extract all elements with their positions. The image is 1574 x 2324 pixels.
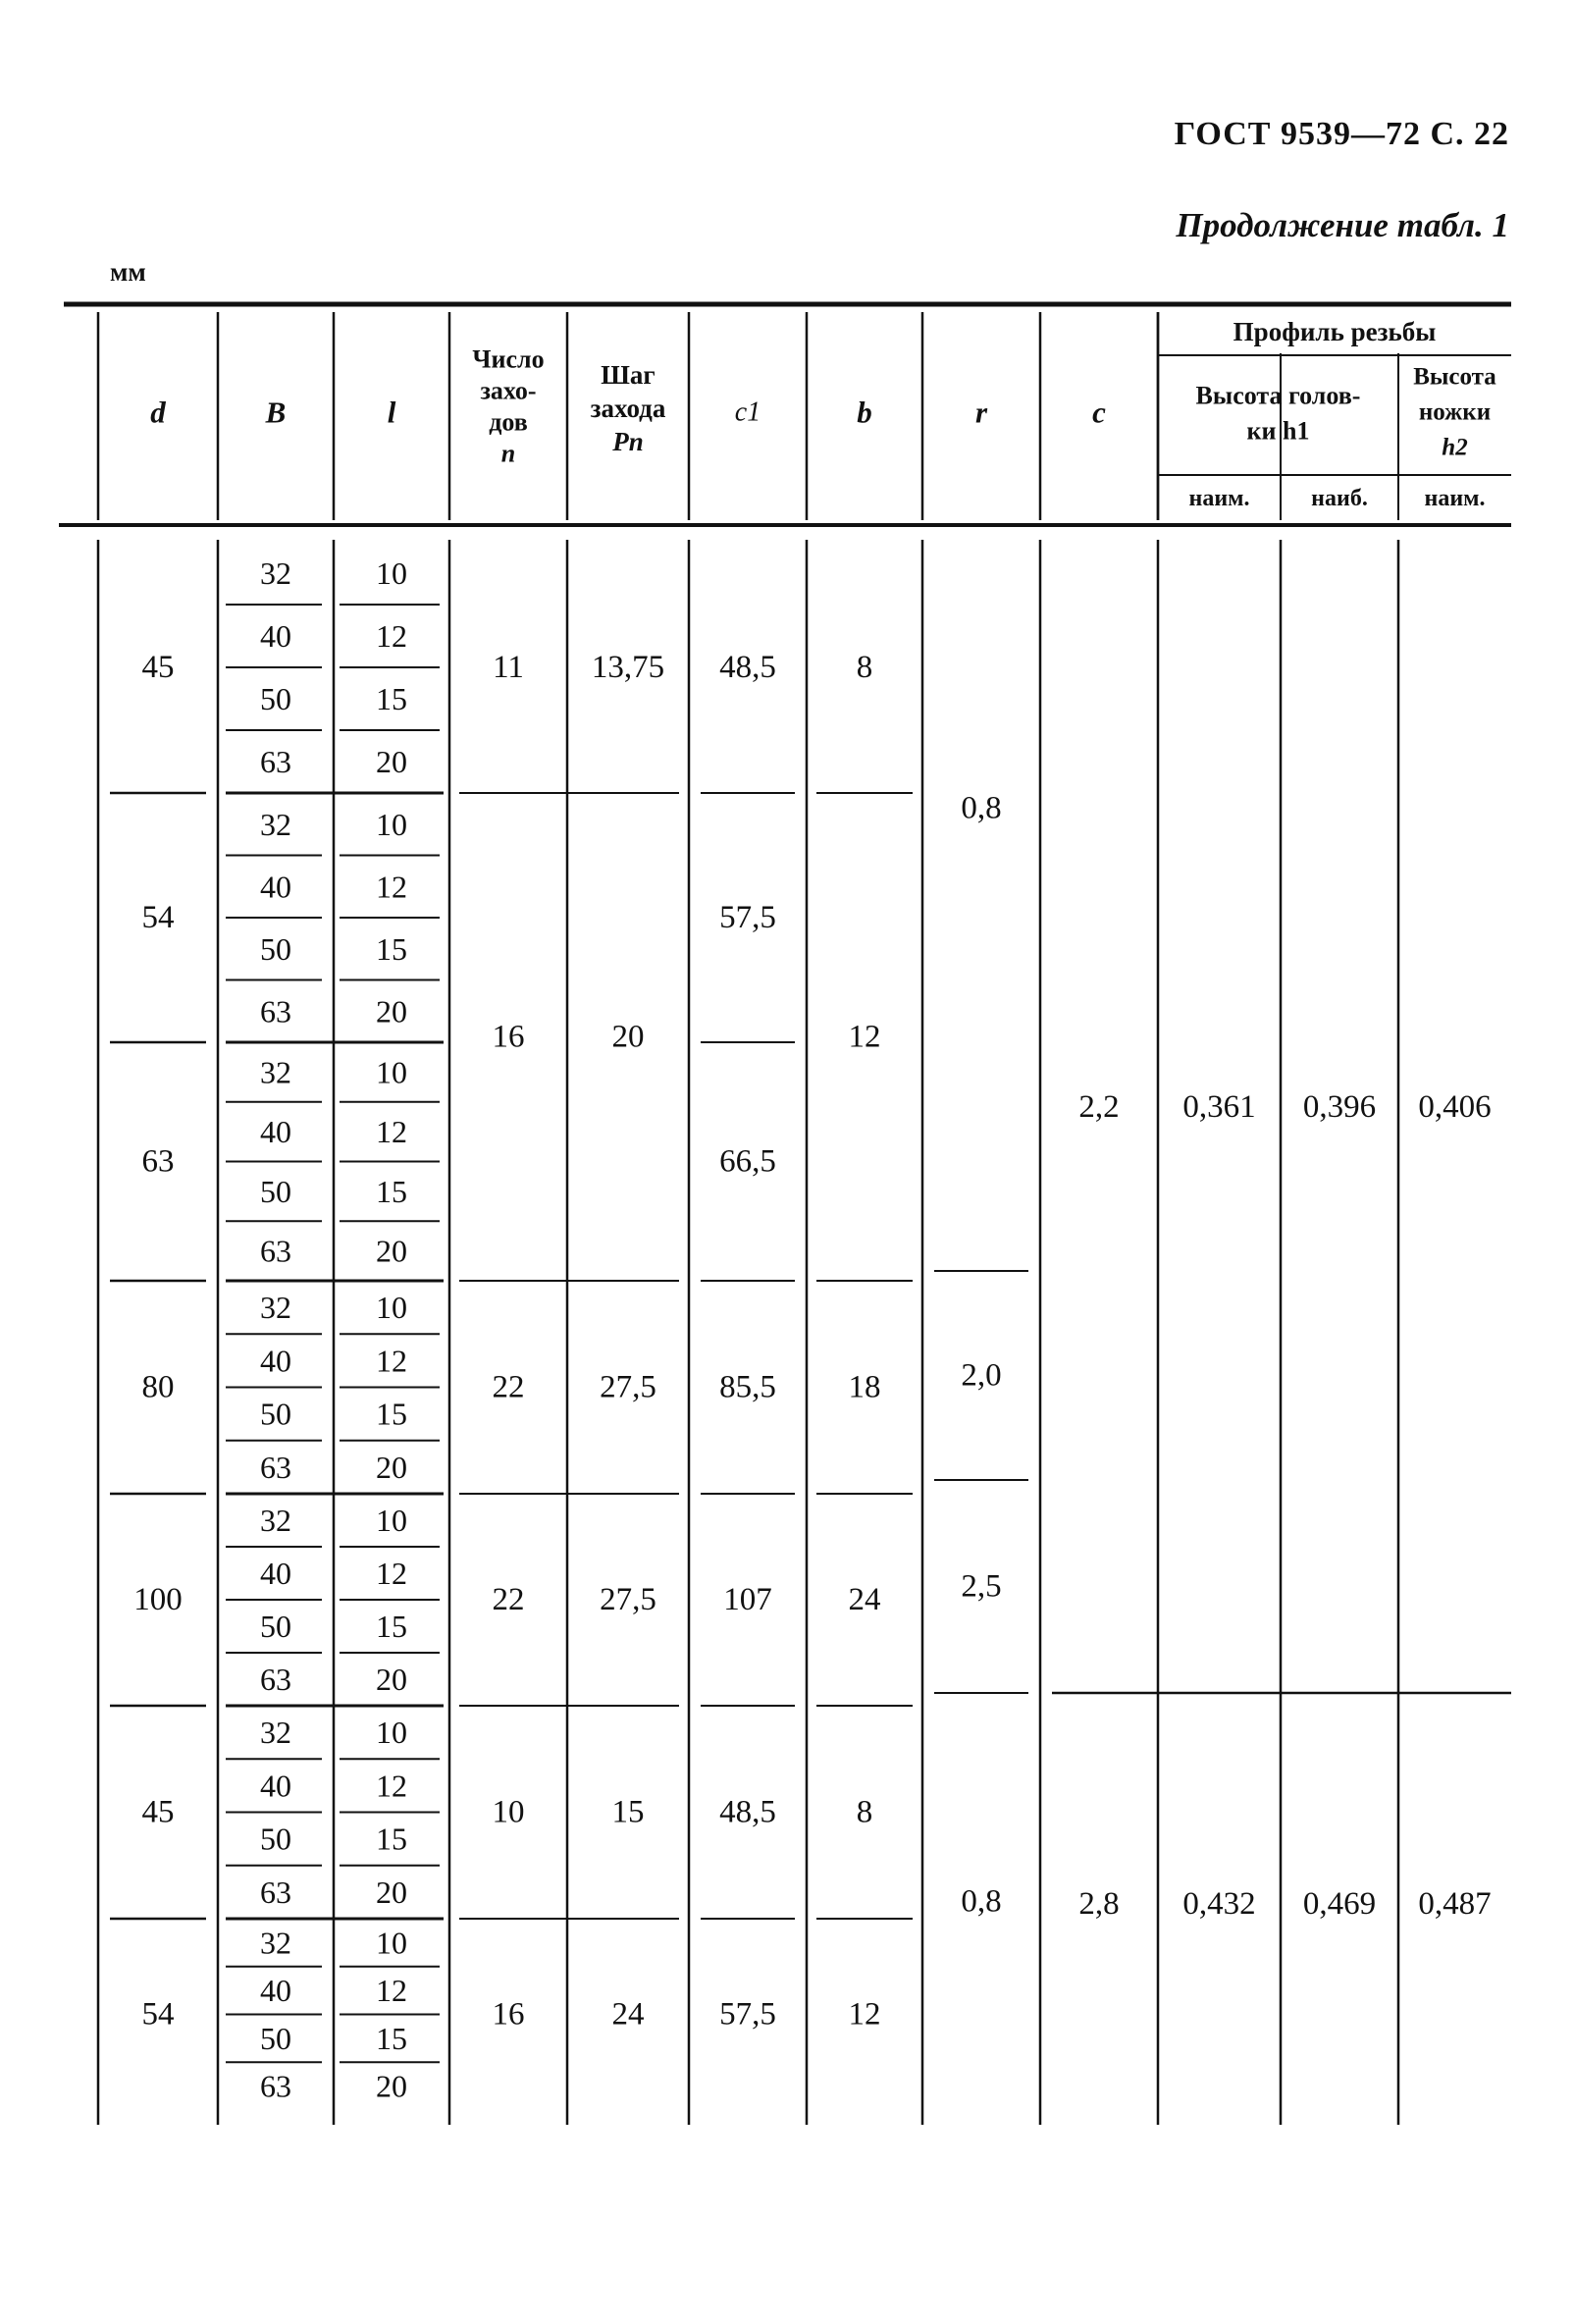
row-B-value: 32 <box>260 1054 291 1090</box>
col-header-n: захо- <box>480 376 537 405</box>
row-d-value: 80 <box>141 1369 175 1405</box>
col-header-n: n <box>500 439 516 468</box>
col-header-pn: Pn <box>612 427 644 456</box>
row-l-value: 20 <box>376 1874 407 1910</box>
col-header-profile: Профиль резьбы <box>1233 317 1437 346</box>
row-l-value: 10 <box>376 1715 407 1751</box>
row-c1-value: 85,5 <box>719 1369 776 1405</box>
units-label: мм <box>110 257 146 287</box>
col-header-h1-max: наиб. <box>1311 486 1368 511</box>
row-B-value: 40 <box>260 1973 291 2009</box>
row-B-value: 50 <box>260 1396 291 1432</box>
row-c-value: 2,8 <box>1078 1886 1120 1922</box>
row-h1-min-value: 0,432 <box>1182 1886 1256 1922</box>
row-B-value: 50 <box>260 1609 291 1644</box>
row-b-value: 24 <box>848 1582 881 1617</box>
row-B-value: 50 <box>260 2020 291 2056</box>
row-B-value: 40 <box>260 869 291 905</box>
row-l-value: 10 <box>376 1054 407 1090</box>
row-l-value: 20 <box>376 744 407 779</box>
col-header-h2: Высота <box>1413 363 1496 391</box>
col-header-l: l <box>387 395 396 430</box>
row-pn-value: 13,75 <box>591 650 665 685</box>
row-l-value: 20 <box>376 1233 407 1269</box>
col-header-c1: c1 <box>734 396 761 428</box>
row-B-value: 32 <box>260 806 291 842</box>
row-d-value: 54 <box>141 1996 175 2033</box>
row-B-value: 50 <box>260 1821 291 1857</box>
row-c1-value: 66,5 <box>719 1143 776 1180</box>
row-B-value: 40 <box>260 1114 291 1150</box>
row-l-value: 20 <box>376 993 407 1030</box>
row-B-value: 32 <box>260 1290 291 1326</box>
col-header-c: c <box>1092 395 1106 430</box>
row-d-value: 100 <box>133 1582 183 1617</box>
row-h1-min-value: 0,361 <box>1182 1089 1256 1125</box>
row-h2-min-value: 0,406 <box>1418 1089 1492 1125</box>
row-b-value: 8 <box>856 1794 873 1830</box>
row-d-value: 45 <box>141 1794 175 1830</box>
row-c1-value: 48,5 <box>719 1794 776 1830</box>
row-l-value: 12 <box>376 1556 407 1591</box>
row-b-value: 12 <box>848 1996 881 2033</box>
row-c1-value: 107 <box>723 1582 772 1617</box>
row-c1-value: 57,5 <box>719 900 776 935</box>
col-header-h1: ки h1 <box>1246 416 1310 446</box>
row-c-value: 2,2 <box>1078 1089 1120 1125</box>
row-n-value: 10 <box>492 1794 525 1830</box>
row-l-value: 12 <box>376 1973 407 2009</box>
col-header-h1-min: наим. <box>1188 486 1250 511</box>
row-B-value: 63 <box>260 2068 291 2104</box>
row-c1-value: 48,5 <box>719 650 776 685</box>
row-l-value: 15 <box>376 1173 407 1209</box>
col-header-h2-min: наим. <box>1424 486 1486 511</box>
row-B-value: 32 <box>260 1925 291 1961</box>
row-pn-value: 15 <box>611 1794 645 1830</box>
row-B-value: 63 <box>260 744 291 779</box>
row-n-value: 22 <box>492 1582 525 1617</box>
row-l-value: 15 <box>376 2020 407 2056</box>
row-l-value: 12 <box>376 1768 407 1804</box>
row-n-value: 16 <box>492 1996 525 2033</box>
col-header-n: Число <box>472 344 545 374</box>
row-B-value: 63 <box>260 1874 291 1910</box>
col-header-h2: ножки <box>1418 398 1492 426</box>
row-d-value: 54 <box>141 900 175 935</box>
row-l-value: 10 <box>376 806 407 842</box>
page-header: ГОСТ 9539—72 С. 22 <box>1174 116 1509 152</box>
row-r-value: 0,8 <box>961 790 1002 826</box>
row-B-value: 50 <box>260 1173 291 1209</box>
row-B-value: 40 <box>260 1556 291 1591</box>
col-header-d: d <box>150 395 166 430</box>
row-b-value: 12 <box>848 1019 881 1055</box>
row-r-value: 2,0 <box>961 1357 1002 1394</box>
row-l-value: 15 <box>376 930 407 967</box>
col-header-h1: Высота голов- <box>1195 381 1361 410</box>
row-c1-value: 57,5 <box>719 1996 776 2033</box>
row-B-value: 32 <box>260 1715 291 1751</box>
col-header-h2: h2 <box>1442 434 1468 461</box>
row-l-value: 12 <box>376 869 407 905</box>
row-l-value: 10 <box>376 555 407 591</box>
row-B-value: 50 <box>260 681 291 716</box>
row-B-value: 63 <box>260 993 291 1030</box>
row-B-value: 40 <box>260 1768 291 1804</box>
row-b-value: 8 <box>856 650 873 685</box>
row-b-value: 18 <box>848 1369 881 1405</box>
row-d-value: 63 <box>141 1143 175 1180</box>
row-l-value: 12 <box>376 618 407 654</box>
table-continuation: Продолжение табл. 1 <box>1176 206 1509 244</box>
row-l-value: 15 <box>376 1821 407 1857</box>
col-header-n: дов <box>489 407 528 437</box>
row-B-value: 50 <box>260 930 291 967</box>
row-l-value: 15 <box>376 1396 407 1432</box>
row-l-value: 12 <box>376 1343 407 1379</box>
row-l-value: 12 <box>376 1114 407 1150</box>
row-B-value: 40 <box>260 618 291 654</box>
row-l-value: 10 <box>376 1503 407 1538</box>
row-d-value: 45 <box>141 650 175 685</box>
row-pn-value: 24 <box>611 1996 645 2033</box>
col-header-pn: захода <box>590 394 666 423</box>
row-pn-value: 27,5 <box>600 1369 656 1405</box>
col-header-B: B <box>265 395 287 430</box>
row-n-value: 22 <box>492 1369 525 1405</box>
row-B-value: 32 <box>260 555 291 591</box>
row-B-value: 32 <box>260 1503 291 1538</box>
row-l-value: 15 <box>376 1609 407 1644</box>
row-h2-min-value: 0,487 <box>1418 1886 1492 1922</box>
row-B-value: 63 <box>260 1449 291 1485</box>
row-B-value: 63 <box>260 1233 291 1269</box>
row-pn-value: 27,5 <box>600 1582 656 1617</box>
col-header-r: r <box>974 395 988 430</box>
row-l-value: 20 <box>376 1449 407 1485</box>
row-r-value: 0,8 <box>961 1883 1002 1920</box>
row-l-value: 15 <box>376 681 407 716</box>
col-header-b: b <box>857 395 872 430</box>
row-h1-max-value: 0,396 <box>1302 1089 1377 1125</box>
row-r-value: 2,5 <box>961 1568 1002 1605</box>
row-B-value: 63 <box>260 1662 291 1697</box>
row-l-value: 20 <box>376 1662 407 1697</box>
row-l-value: 10 <box>376 1290 407 1326</box>
row-l-value: 10 <box>376 1925 407 1961</box>
col-header-pn: Шаг <box>601 360 656 390</box>
row-h1-max-value: 0,469 <box>1302 1886 1377 1922</box>
row-n-value: 11 <box>493 650 524 685</box>
row-B-value: 40 <box>260 1343 291 1379</box>
row-pn-value: 20 <box>611 1019 645 1055</box>
row-l-value: 20 <box>376 2068 407 2104</box>
row-n-value: 16 <box>492 1019 525 1055</box>
